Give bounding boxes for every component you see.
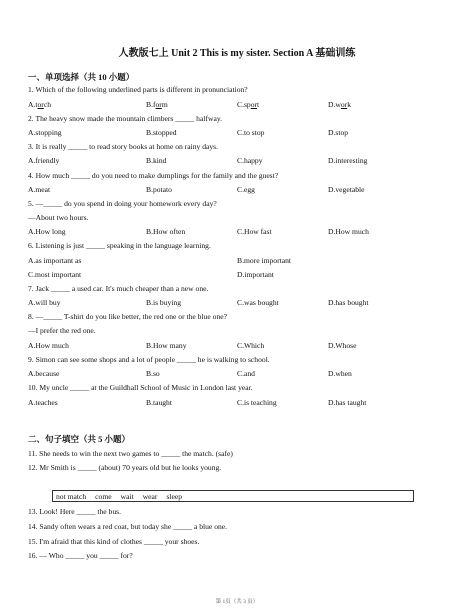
option-6d: D.important	[237, 270, 274, 279]
option-3a: A.friendly	[28, 156, 60, 165]
option-4c: C.egg	[237, 185, 255, 194]
option-2b: B.stopped	[146, 128, 177, 137]
question-3: 3. It is really _____ to read story books at home on rainy days.	[28, 142, 219, 151]
question-8: 8. —_____ T-shirt do you like better, the red one or the blue one?	[28, 312, 227, 321]
option-4d: D.vegetable	[328, 185, 365, 194]
option-5c: C.How fast	[237, 227, 272, 236]
option-7c: C.was bought	[237, 298, 279, 307]
option-4a: A.meat	[28, 185, 51, 194]
option-6a: A.as important as	[28, 256, 82, 265]
option-2c: C.to stop	[237, 128, 265, 137]
question-10: 10. My uncle _____ at the Guildhall School of Music in London last year.	[28, 383, 253, 392]
option-10d: D.has taught	[328, 398, 367, 407]
option-8a: A.How much	[28, 341, 69, 350]
word-bank-item: wear	[142, 492, 158, 501]
question-5: 5. —_____ do you spend in doing your homework every day?	[28, 199, 217, 208]
section-heading-choice: 一、单项选择（共 10 小题）	[28, 72, 135, 82]
question-2: 2. The heavy snow made the mountain climbers _____ halfway.	[28, 114, 223, 123]
option-1b: B.form	[146, 100, 168, 109]
option-7d: D.has bought	[328, 298, 369, 307]
word-bank-box	[52, 490, 414, 502]
option-3b: B.kind	[146, 156, 167, 165]
option-6c: C.most important	[28, 270, 82, 279]
option-3c: C.happy	[237, 156, 263, 165]
option-10a: A.teaches	[28, 398, 58, 407]
option-6b: B.more important	[237, 256, 291, 265]
question-14: 14. Sandy often wears a red coat, but today she _____ a blue one.	[28, 522, 228, 531]
option-8b: B.How many	[146, 341, 187, 350]
word-bank-item: come	[95, 492, 112, 501]
option-4b: B.potato	[146, 185, 172, 194]
option-8d: D.Whose	[328, 341, 357, 350]
question-11: 11. She needs to win the next two games to _____ the match. (safe)	[28, 449, 233, 458]
word-bank-item: not match	[56, 492, 87, 501]
question-6: 6. Listening is just _____ speaking in the language learning.	[28, 241, 211, 250]
option-7b: B.is buying	[146, 298, 182, 307]
option-9a: A.because	[28, 369, 60, 378]
option-3d: D.interesting	[328, 156, 368, 165]
question-7: 7. Jack _____ a used car. It's much cheaper than a new one.	[28, 284, 209, 293]
question-9: 9. Simon can see some shops and a lot of people _____ he is walking to school.	[28, 355, 270, 364]
question-16: 16. — Who _____ you _____ for?	[28, 551, 133, 560]
option-2a: A.stopping	[28, 128, 62, 137]
question-8-reply: —I prefer the red one.	[28, 326, 96, 335]
option-10b: B.taught	[146, 398, 172, 407]
option-5b: B.How often	[146, 227, 186, 236]
option-10c: C.is teaching	[237, 398, 277, 407]
option-9c: C.and	[237, 369, 255, 378]
option-9b: B.so	[146, 369, 160, 378]
option-1c: C.sport	[237, 100, 260, 109]
option-1d: D.work	[328, 100, 351, 109]
question-5-reply: —About two hours.	[28, 213, 89, 222]
question-4: 4. How much _____ do you need to make dumplings for the family and the guest?	[28, 171, 279, 180]
question-1: 1. Which of the following underlined parts is different in pronunciation?	[28, 85, 248, 94]
word-bank-item: wait	[120, 492, 134, 501]
option-5a: A.How long	[28, 227, 66, 236]
page-title: 人教版七上 Unit 2 This is my sister. Section A 基础训练	[118, 48, 356, 59]
option-8c: C.Which	[237, 341, 265, 350]
option-5d: D.How much	[328, 227, 369, 236]
question-15: 15. I'm afraid that this kind of clothes _____ your shoes.	[28, 537, 200, 546]
word-bank-item: sleep	[166, 492, 183, 501]
question-12: 12. Mr Smith is _____ (about) 70 years old but he looks young.	[28, 463, 222, 472]
option-1a: A.torch	[28, 100, 51, 109]
option-9d: D.when	[328, 369, 352, 378]
page-footer: 第 1页（共 3 页）	[215, 599, 259, 605]
option-2d: D.stop	[328, 128, 349, 137]
section-heading-fill: 二、句子填空（共 5 小题）	[28, 434, 131, 444]
option-7a: A.will buy	[28, 298, 61, 307]
question-13: 13. Look! Here _____ the bus.	[28, 507, 122, 516]
